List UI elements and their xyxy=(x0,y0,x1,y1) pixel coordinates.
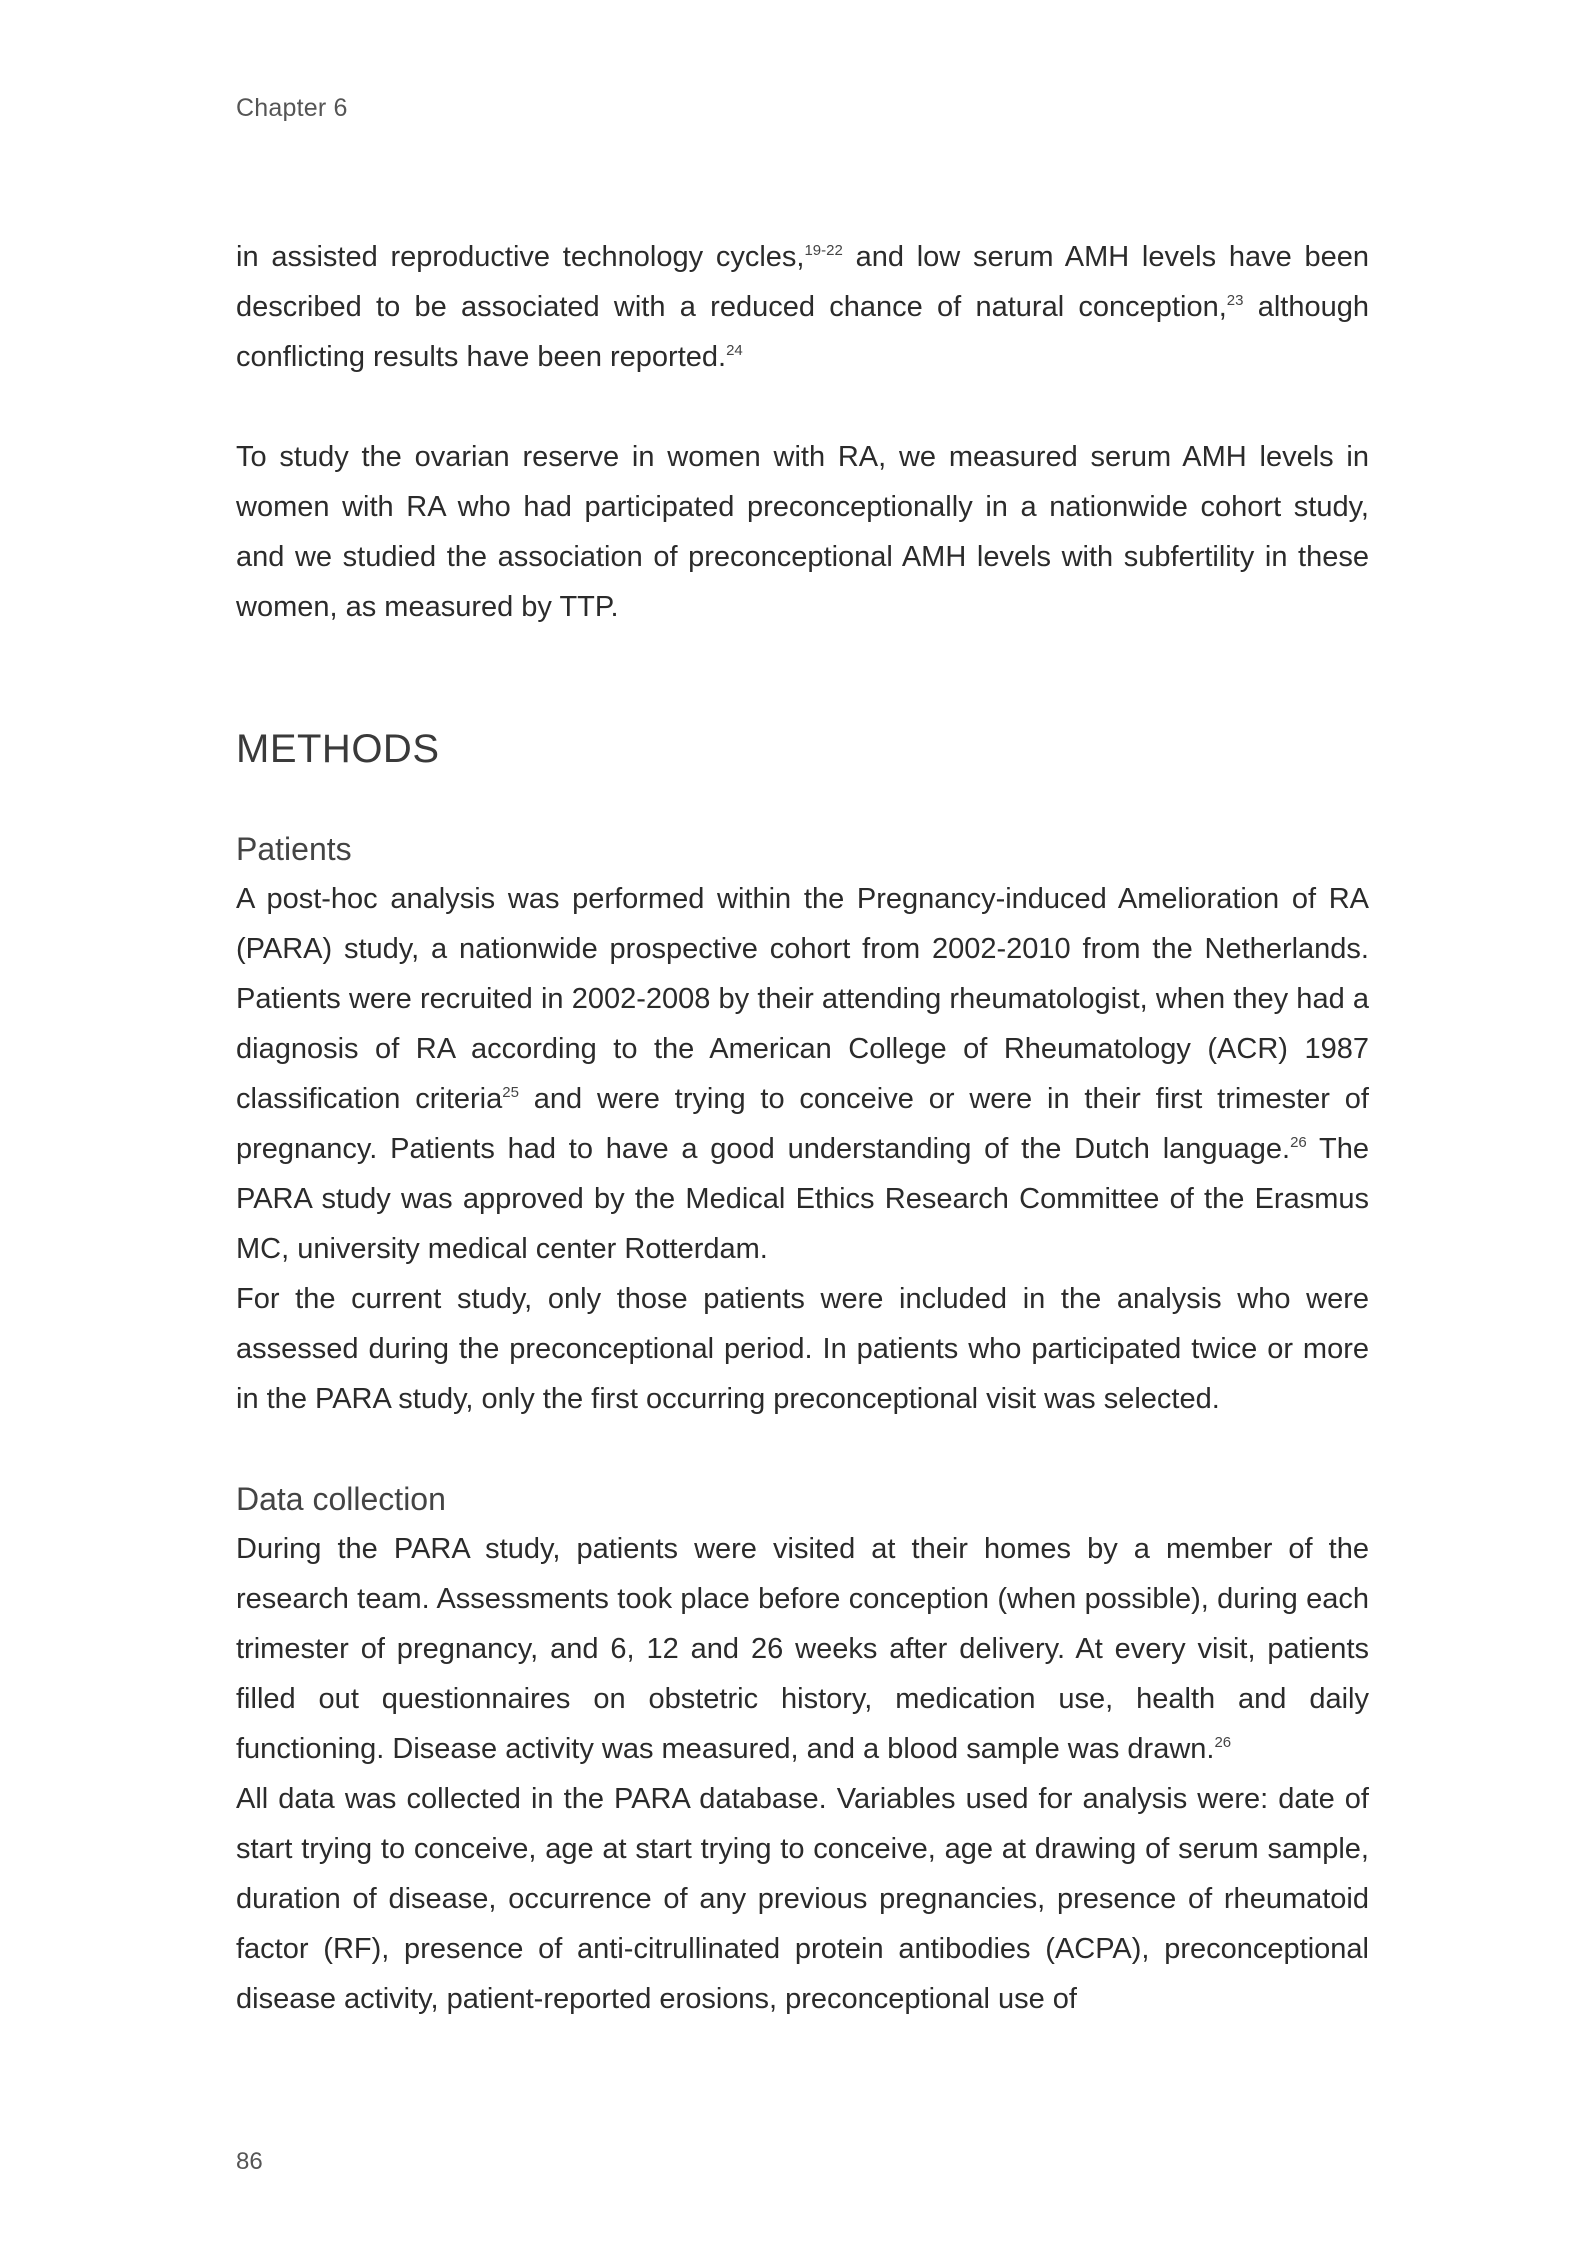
citation-ref: 24 xyxy=(726,342,743,359)
citation-ref: 26 xyxy=(1214,1734,1232,1751)
data-collection-paragraph-2: All data was collected in the PARA database. Variables used for analysis were: date of start trying to conceive, age at start trying to conceive, age at drawing of serum sample, duration of disease, occurrence of any previous pregnancies, presence of rheumatoid factor (RF), presence of anti-citrullinated protein antibodies (ACPA), preconceptional disease activity, patient-reported erosions, preconceptional use of xyxy=(236,1783,1369,2015)
intro-p1-text-a: in assisted reproductive technology cycles, xyxy=(236,241,805,273)
intro-paragraph-1 xyxy=(236,232,1369,382)
data-collection-p1-text-a: During the PARA study, patients were visited at their homes by a member of the research team. Assessments took place before conception (when possible), during each trimester of pregnancy, and 6, 12 and 26 weeks after delivery. At every visit, patients filled out questionnaires on obstetric history, medication use, health and daily functioning. Disease activity was measured, and a blood sample was drawn. xyxy=(236,1533,1369,1765)
intro-p1-text-b: and low serum AMH levels have been described to be associated with a reduced chance of natural conception, xyxy=(236,241,1369,323)
citation-ref: 25 xyxy=(502,1084,519,1101)
patients-paragraph-1 xyxy=(236,874,1369,1274)
citation-ref: 23 xyxy=(1226,292,1244,309)
running-head: Chapter 6 xyxy=(236,94,348,122)
patients-paragraph-2: For the current study, only those patients were included in the analysis who were assessed during the preconceptional period. In patients who participated twice or more in the PARA study, only the first occurring preconceptional visit was selected. xyxy=(236,1283,1369,1415)
intro-p1-text-c: although conflicting results have been reported. xyxy=(236,291,1369,373)
data-collection-paragraph-1 xyxy=(236,1524,1369,1774)
patients-p1-text-b: and were trying to conceive or were in their first trimester of pregnancy. Patients had to have a good understanding of the Dutch language. xyxy=(236,1083,1369,1165)
citation-ref: 19-22 xyxy=(804,242,843,259)
methods-heading: METHODS xyxy=(236,727,440,771)
data-collection-heading: Data collection xyxy=(236,1481,446,1517)
page-number: 86 xyxy=(236,2148,263,2175)
citation-ref: 26 xyxy=(1290,1134,1307,1151)
patients-p1-text-a: A post-hoc analysis was performed within the Pregnancy-induced Amelioration of RA (PARA) study, a nationwide prospective cohort from 2002-2010 from the Netherlands. Patients were recruited in 2002-2008 by their attending rheumatologist, when they had a diagnosis of RA according to the American College of Rheumatology (ACR) 1987 classification criteria xyxy=(236,883,1369,1115)
patients-p1-text-c: The PARA study was approved by the Medical Ethics Research Committee of the Erasmus MC, university medical center Rotterdam. xyxy=(236,1133,1369,1265)
page-body xyxy=(236,232,1369,2024)
intro-paragraph-2: To study the ovarian reserve in women with RA, we measured serum AMH levels in women with RA who had participated preconceptionally in a nationwide cohort study, and we studied the association of preconceptional AMH levels with subfertility in these women, as measured by TTP. xyxy=(236,441,1369,623)
patients-heading: Patients xyxy=(236,831,352,867)
